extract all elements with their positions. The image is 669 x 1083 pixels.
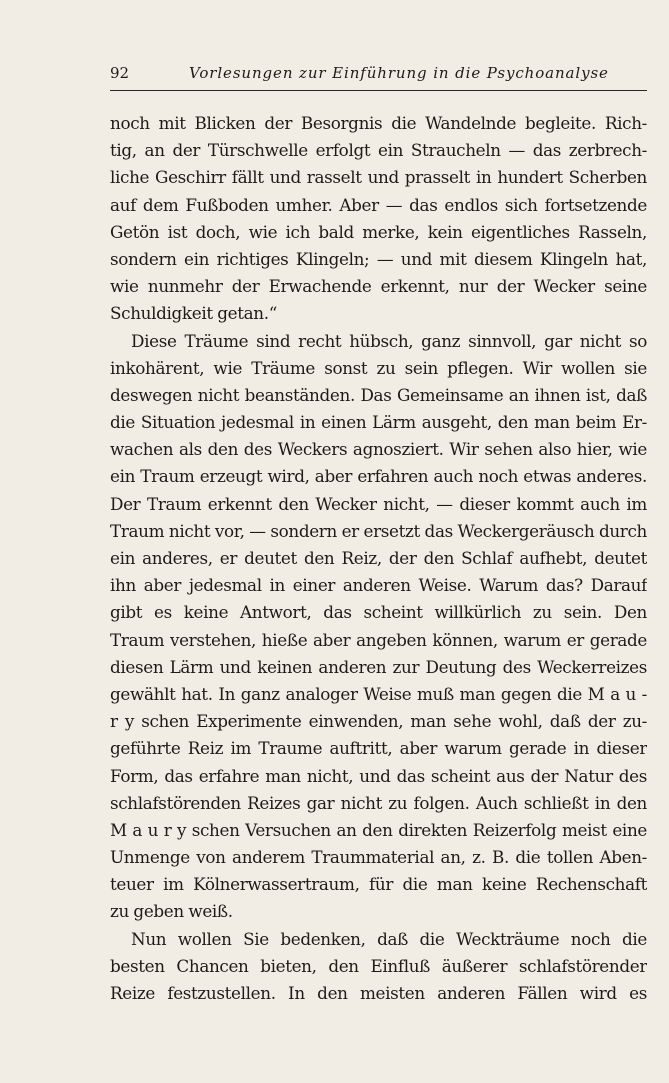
running-title: Vorlesungen zur Einführung in die Psychoanalyse xyxy=(189,64,609,82)
text-line: ein Traum erzeugt wird, aber erfahren auch noch etwas anderes. xyxy=(110,466,647,487)
text-line: Traum verstehen, hieße aber angeben können, warum er gerade xyxy=(110,629,647,650)
text-line: ein anderes, er deutet den Reiz, der den Schlaf aufhebt, deutet xyxy=(110,548,647,568)
text-line: wie nunmehr der Erwachende erkennt, nur der Wecker seine xyxy=(110,276,647,297)
text-line: Form, das erfahre man nicht, und das scheint aus der Natur des xyxy=(110,765,647,786)
text-line: ihn aber jedesmal in einer anderen Weise. Warum das? Darauf xyxy=(110,575,647,596)
text-line: deswegen nicht beanständen. Das Gemeinsame an ihnen ist, daß xyxy=(110,384,647,405)
text-line: noch mit Blicken der Besorgnis die Wandelnde begleite. Rich- xyxy=(110,113,647,133)
text-line: geführte Reiz im Traume auftritt, aber warum gerade in dieser xyxy=(110,738,647,759)
page-header xyxy=(110,64,647,91)
text-line: liche Geschirr fällt und rasselt und prasselt in hundert Scherben xyxy=(110,167,647,188)
page-number: 92 xyxy=(110,64,130,82)
text-line: tig, an der Türschwelle erfolgt ein Straucheln — das zerbrech- xyxy=(110,140,647,161)
text-line: auf dem Fußboden umher. Aber — das endlos sich fortsetzende xyxy=(110,194,647,215)
text-line: die Situation jedesmal in einen Lärm ausgeht, den man beim Er- xyxy=(110,412,647,433)
text-line: teuer im Kölnerwassertraum, für die man keine Rechenschaft xyxy=(110,874,647,895)
text-line: gibt es keine Antwort, das scheint willkürlich zu sein. Den xyxy=(110,602,647,623)
text-line: zu geben weiß. xyxy=(110,901,233,922)
text-line: r y schen Experimente einwenden, man sehe wohl, daß der zu- xyxy=(110,711,647,732)
text-line: wachen als den des Weckers agnosziert. Wir sehen also hier, wie xyxy=(110,439,647,460)
body-text xyxy=(110,110,647,1007)
text-line: inkohärent, wie Träume sonst zu sein pflegen. Wir wollen sie xyxy=(110,357,647,378)
text-line: Reize festzustellen. In den meisten anderen Fällen wird es xyxy=(110,983,647,1003)
text-line: Der Traum erkennt den Wecker nicht, — dieser kommt auch im xyxy=(110,493,647,514)
text-line: schlafstörenden Reizes gar nicht zu folgen. Auch schließt in den xyxy=(110,792,647,813)
text-line: gewählt hat. In ganz analoger Weise muß man gegen die M a u - xyxy=(110,683,647,704)
text-line: sondern ein richtiges Klingeln; — und mit diesem Klingeln hat, xyxy=(110,248,647,269)
text-line: Traum nicht vor, — sondern er ersetzt das Weckergeräusch durch xyxy=(110,520,647,541)
text-line: besten Chancen bieten, den Einfluß äußerer schlafstörender xyxy=(110,955,647,976)
text-line: diesen Lärm und keinen anderen zur Deutung des Weckerreizes xyxy=(110,656,647,677)
text-line: Schuldigkeit getan.“ xyxy=(110,303,277,324)
text-line: Nun wollen Sie bedenken, daß die Weckträume noch die xyxy=(131,928,647,949)
text-line: Diese Träume sind recht hübsch, ganz sinnvoll, gar nicht so xyxy=(131,330,647,351)
text-line: Getön ist doch, wie ich bald merke, kein eigentliches Rasseln, xyxy=(110,221,647,242)
text-line: M a u r y schen Versuchen an den direkten Reizerfolg meist eine xyxy=(110,819,647,840)
text-line: Unmenge von anderem Traummaterial an, z. B. die tollen Aben- xyxy=(110,847,647,868)
